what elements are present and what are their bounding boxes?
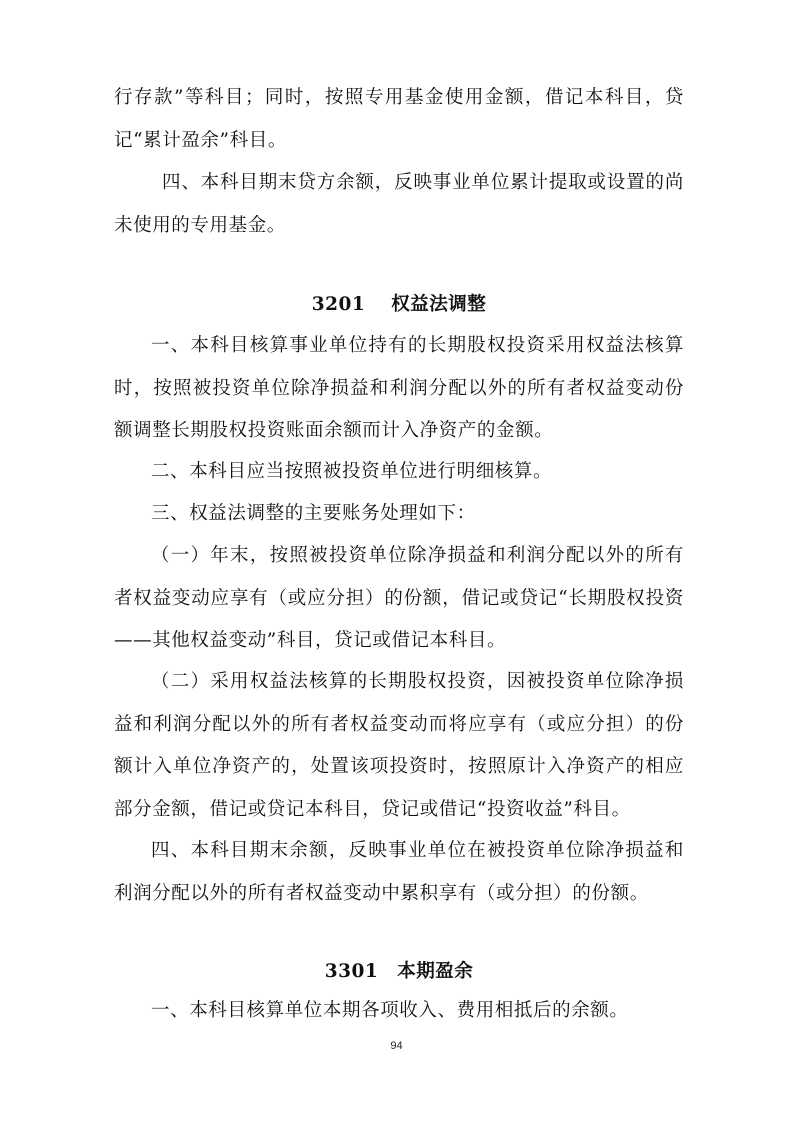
paragraph-3201-2: 二、本科目应当按照被投资单位进行明细核算。	[151, 461, 553, 482]
paragraph-3201-3-2: （二）采用权益法核算的长期股权投资，因被投资单位除净损益和利润分配以外的所有者权益变动而将应享有（或应分担）的份额计入单位净资产的，处置该项投资时，按照原计入净资产的相应部分金额，借记或贷记本科目，贷记或借记“投资收益”科目。	[114, 671, 684, 820]
paragraph-3201-3-1: （一）年末，按照被投资单位除净损益和利润分配以外的所有者权益变动应享有（或应分担）的份额，借记或贷记“长期股权投资——其他权益变动”科目，贷记或借记本科目。	[114, 545, 684, 651]
page-number: 94	[390, 1040, 403, 1052]
paragraph-3201-3: 三、权益法调整的主要账务处理如下：	[151, 503, 476, 524]
section-heading-3201: 3201 权益法调整	[311, 294, 487, 315]
paragraph-special-fund-balance: 四、本科目期末贷方余额，反映事业单位累计提取或设置的尚未使用的专用基金。	[114, 172, 684, 236]
section-heading-3301: 3301 本期盈余	[324, 961, 474, 982]
paragraph-3201-1: 一、本科目核算事业单位持有的长期股权投资采用权益法核算时，按照被投资单位除净损益和利润分配以外的所有者权益变动份额调整长期股权投资账面余额而计入净资产的金额。	[114, 335, 684, 441]
paragraph-3301-1: 一、本科目核算单位本期各项收入、费用相抵后的余额。	[151, 1000, 629, 1021]
paragraph-3201-4: 四、本科目期末余额，反映事业单位在被投资单位除净损益和利润分配以外的所有者权益变动中累积享有（或分担）的份额。	[114, 840, 684, 904]
paragraph-continuation: 行存款”等科目；同时，按照专用基金使用金额，借记本科目，贷记“累计盈余”科目。	[114, 87, 684, 151]
